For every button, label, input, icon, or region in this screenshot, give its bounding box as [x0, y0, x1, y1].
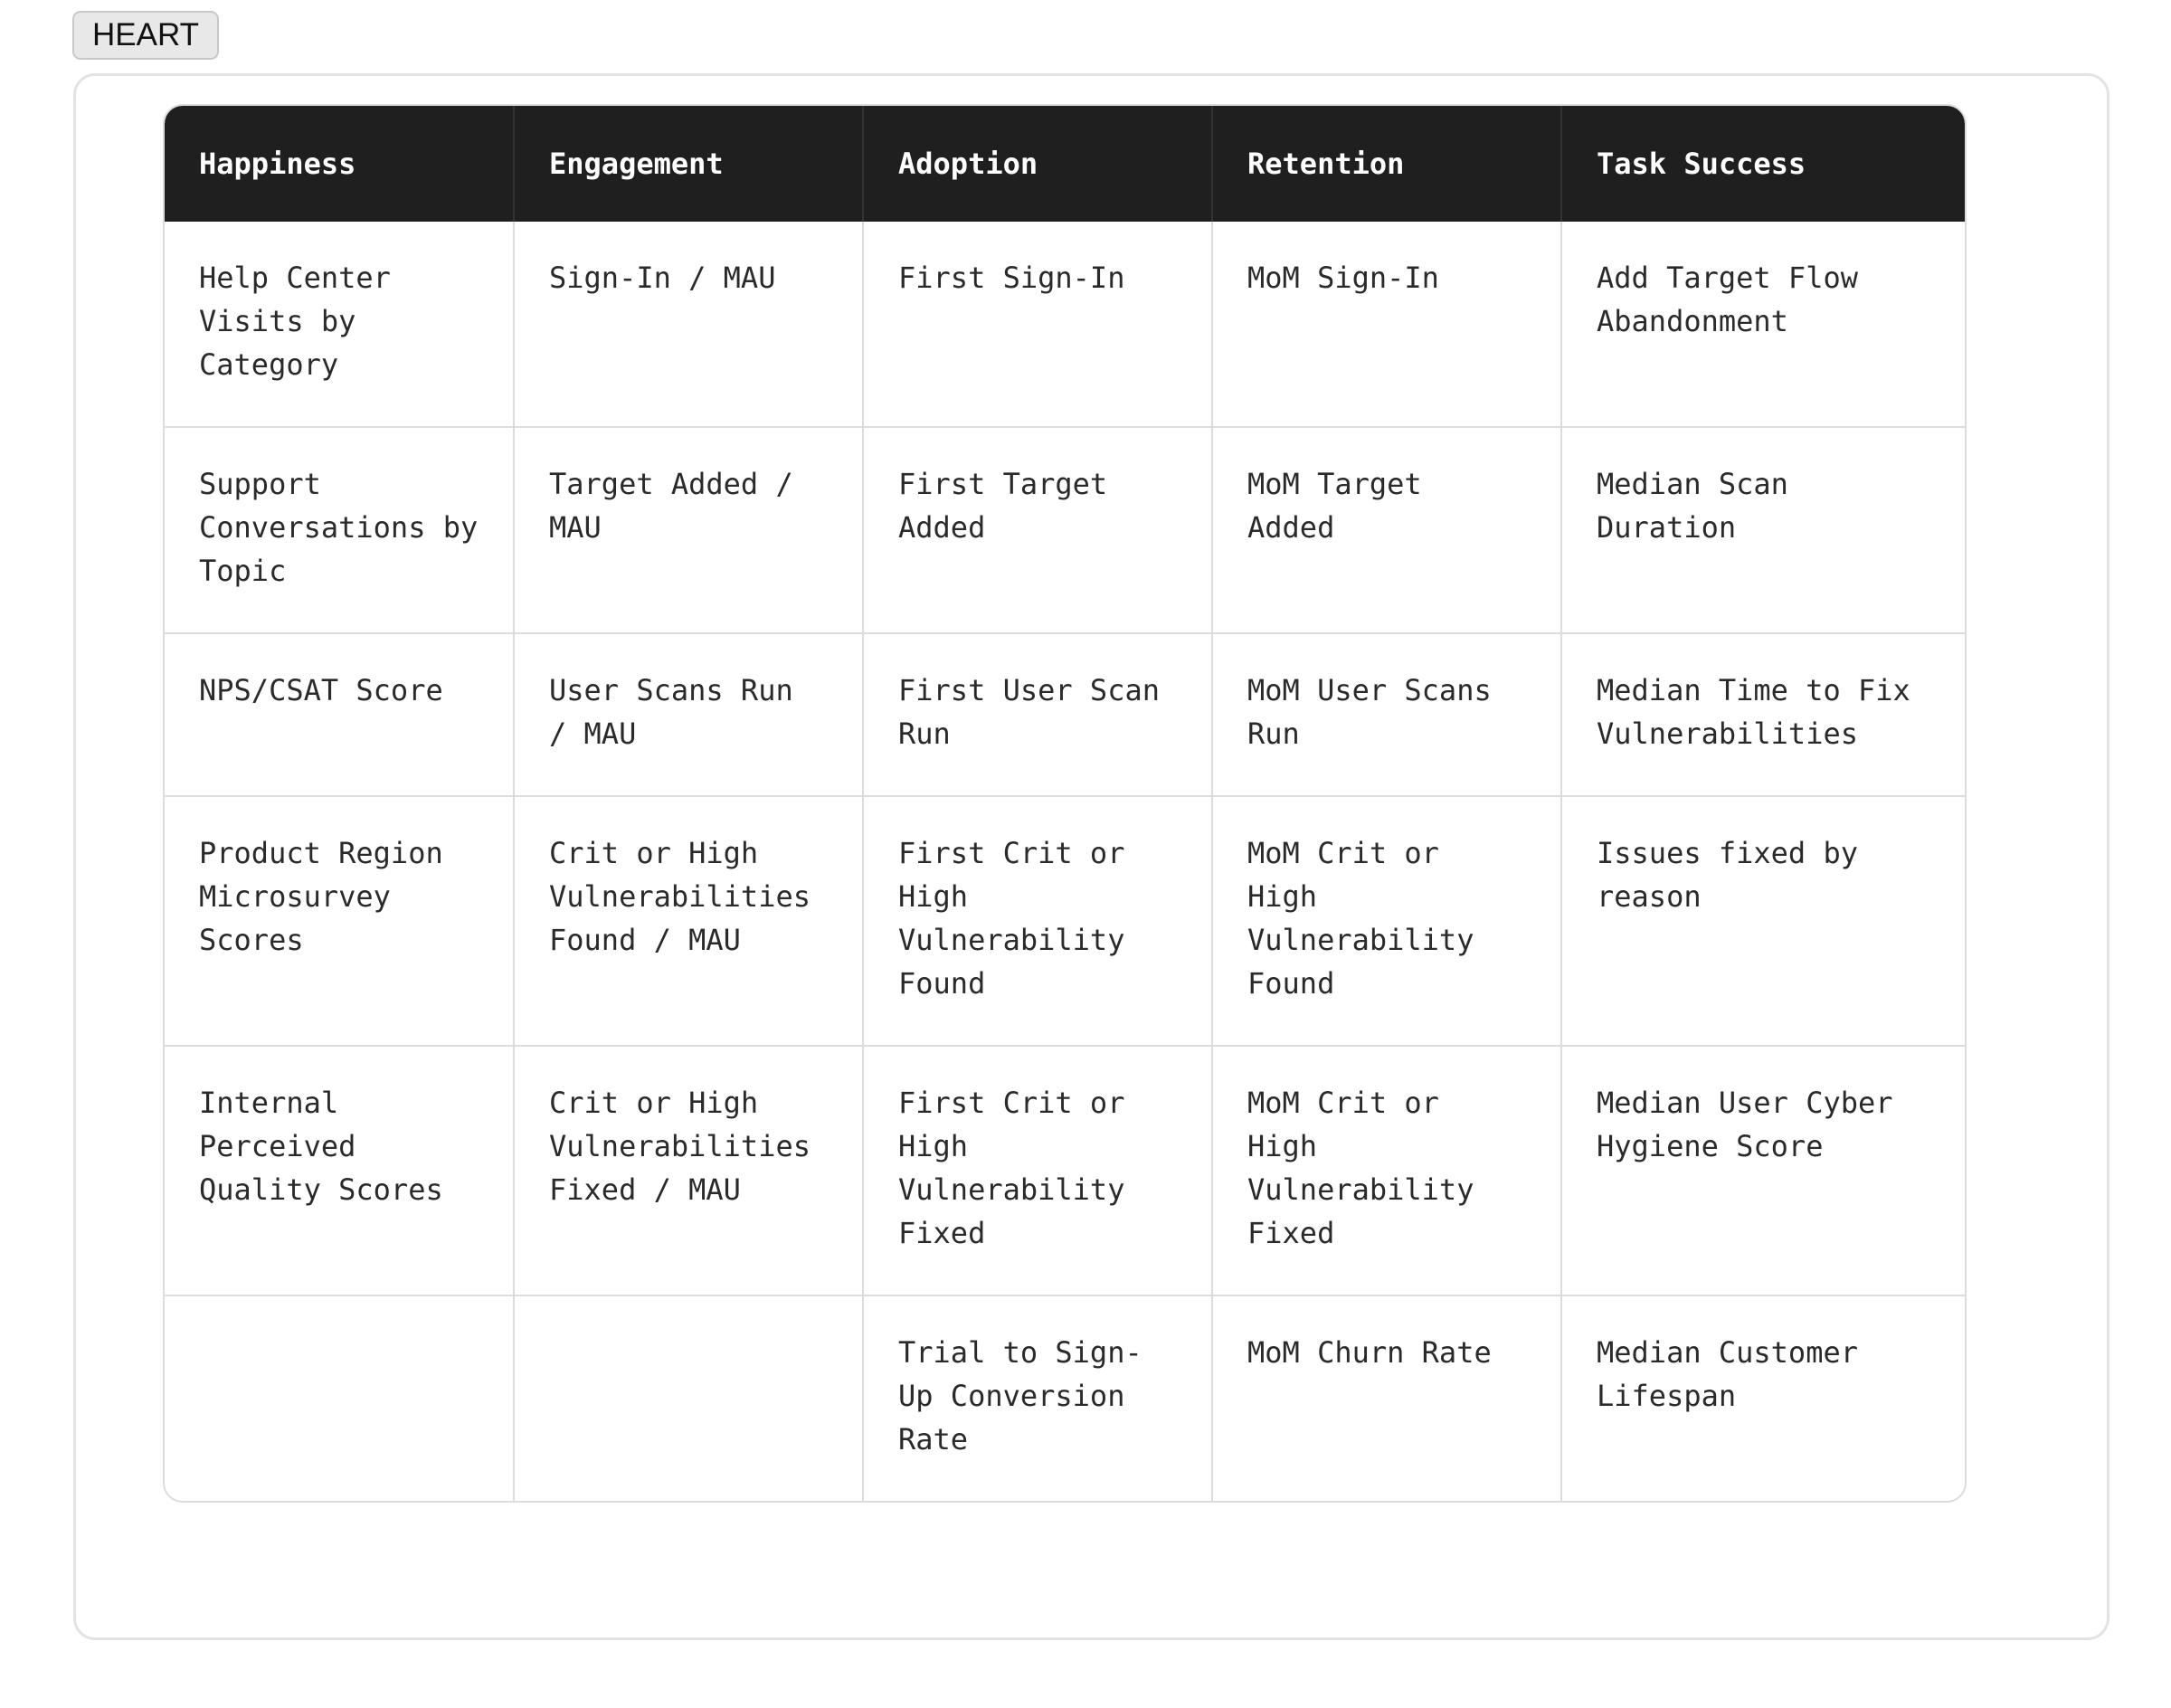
table-cell: First Crit or High Vulnerability Fixed [863, 1046, 1212, 1295]
table-cell [165, 1295, 514, 1501]
table-cell: MoM Sign-In [1212, 222, 1561, 427]
table-cell: Crit or High Vulnerabilities Fixed / MAU [514, 1046, 863, 1295]
table-cell [514, 1295, 863, 1501]
table-cell: Internal Perceived Quality Scores [165, 1046, 514, 1295]
header-retention: Retention [1212, 106, 1561, 222]
table-cell: Median Time to Fix Vulnerabilities [1561, 633, 1965, 796]
table-cell: Issues fixed by reason [1561, 796, 1965, 1046]
table-cell: User Scans Run / MAU [514, 633, 863, 796]
table-cell: Median Customer Lifespan [1561, 1295, 1965, 1501]
table-cell: Support Conversations by Topic [165, 427, 514, 633]
table-cell: Help Center Visits by Category [165, 222, 514, 427]
table-cell: Trial to Sign-Up Conversion Rate [863, 1295, 1212, 1501]
table-row [165, 222, 1965, 427]
table-cell: First Crit or High Vulnerability Found [863, 796, 1212, 1046]
table-cell: Median User Cyber Hygiene Score [1561, 1046, 1965, 1295]
table-row [165, 427, 1965, 633]
table-cell: Add Target Flow Abandonment [1597, 261, 1858, 338]
table-cell: Crit or High Vulnerabilities Found / MAU [514, 796, 863, 1046]
table-cell: Product Region Microsurvey Scores [165, 796, 514, 1046]
table-row [165, 796, 1965, 1046]
table-cell: First Target Added [863, 427, 1212, 633]
table-row [165, 1046, 1965, 1295]
table-cell: Sign-In / MAU [514, 222, 863, 427]
header-engagement: Engagement [514, 106, 863, 222]
heart-tab[interactable]: HEART [72, 11, 219, 60]
table-row [165, 633, 1965, 796]
table-cell: MoM Target Added [1212, 427, 1561, 633]
table-header-row [165, 106, 1965, 222]
table-row [165, 1295, 1965, 1501]
content-panel [73, 73, 2109, 1640]
header-happiness: Happiness [165, 106, 514, 222]
table-cell: MoM Churn Rate [1212, 1295, 1561, 1501]
table-cell: MoM User Scans Run [1212, 633, 1561, 796]
header-adoption: Adoption [863, 106, 1212, 222]
heart-metrics-table [163, 104, 1967, 1503]
table-cell: Median Scan Duration [1561, 427, 1965, 633]
metrics-table [165, 106, 1965, 1501]
table-cell: First Sign-In [863, 222, 1212, 427]
table-cell: Target Added / MAU [514, 427, 863, 633]
table-cell: MoM Crit or High Vulnerability Found [1212, 796, 1561, 1046]
table-cell: First User Scan Run [863, 633, 1212, 796]
table-cell: MoM Crit or High Vulnerability Fixed [1212, 1046, 1561, 1295]
table-cell: NPS/CSAT Score [165, 633, 514, 796]
header-task-success: Task Success [1597, 147, 1806, 181]
